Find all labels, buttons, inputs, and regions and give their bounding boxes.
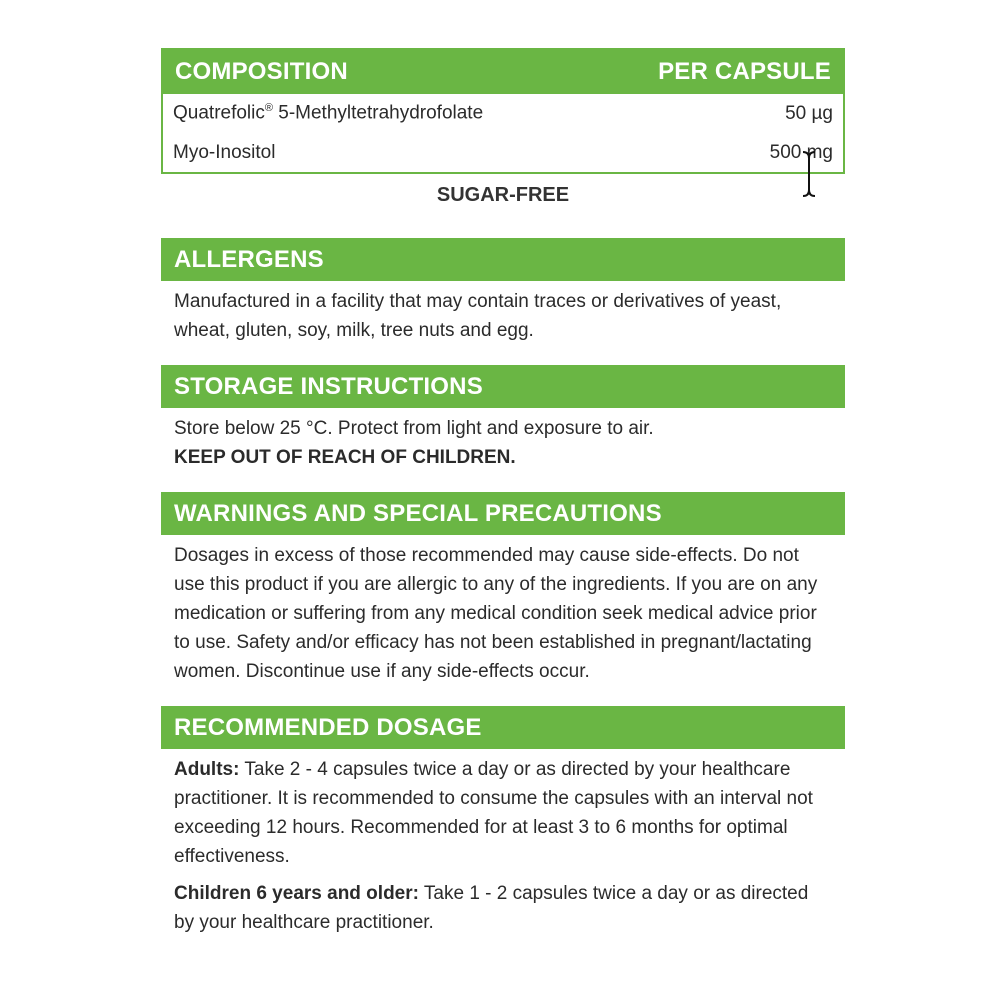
storage-text: Store below 25 °C. Protect from light and exposure to air. [174, 418, 654, 439]
composition-title: COMPOSITION [175, 58, 348, 85]
dosage-title: RECOMMENDED DOSAGE [161, 706, 845, 749]
ingredient-amount: 500 mg [769, 141, 833, 163]
allergens-title: ALLERGENS [161, 238, 845, 281]
dosage-body [161, 749, 845, 937]
storage-section [161, 365, 845, 472]
warnings-section [161, 492, 845, 686]
allergens-text: Manufactured in a facility that may contain traces or derivatives of yeast, wheat, gluten, soy, milk, tree nuts and egg. [174, 291, 782, 341]
registered-mark: ® [264, 102, 273, 115]
sugar-free-note: SUGAR-FREE [436, 184, 570, 206]
children-label: Children 6 years and older: [174, 883, 419, 904]
dosage-adults [174, 755, 833, 871]
dosage-children [174, 879, 833, 937]
dosage-section [161, 706, 845, 937]
composition-table [161, 48, 845, 174]
children-text: Take 1 - 2 capsules twice a day or as directed by your healthcare practitioner. [174, 883, 809, 933]
warnings-text: Dosages in excess of those recommended may cause side-effects. Do not use this product if you are allergic to any of the ingredients. If you are on any medication or suffering from any medical condition seek medical advice prior to use. Safety and/or efficacy has not been established in pregnant/lactating women. Discontinue use if any side-effects occur. [174, 545, 818, 682]
storage-warning: KEEP OUT OF REACH OF CHILDREN. [174, 447, 516, 468]
storage-title: STORAGE INSTRUCTIONS [161, 365, 845, 408]
composition-row [163, 133, 843, 172]
allergens-body [161, 281, 845, 345]
ingredient-name: Quatrefolic® 5-Methyltetrahydrofolate [173, 102, 484, 124]
text-cursor-icon [800, 150, 818, 198]
storage-body [161, 408, 845, 472]
per-capsule-title: PER CAPSULE [658, 58, 831, 85]
adults-label: Adults: [174, 759, 240, 780]
warnings-title: WARNINGS AND SPECIAL PRECAUTIONS [161, 492, 845, 535]
adults-text: Take 2 - 4 capsules twice a day or as directed by your healthcare practitioner. It is recommended to consume the capsules with an interval not exceeding 12 hours. Recommended for at least 3 to 6 months for optimal effectiveness. [174, 759, 813, 867]
ingredient-amount: 50 µg [785, 102, 833, 124]
allergens-section [161, 238, 845, 345]
warnings-body [161, 535, 845, 686]
composition-header [163, 50, 843, 94]
supplement-label [161, 48, 845, 937]
ingredient-name: Myo-Inositol [173, 141, 276, 163]
composition-row [163, 94, 843, 133]
